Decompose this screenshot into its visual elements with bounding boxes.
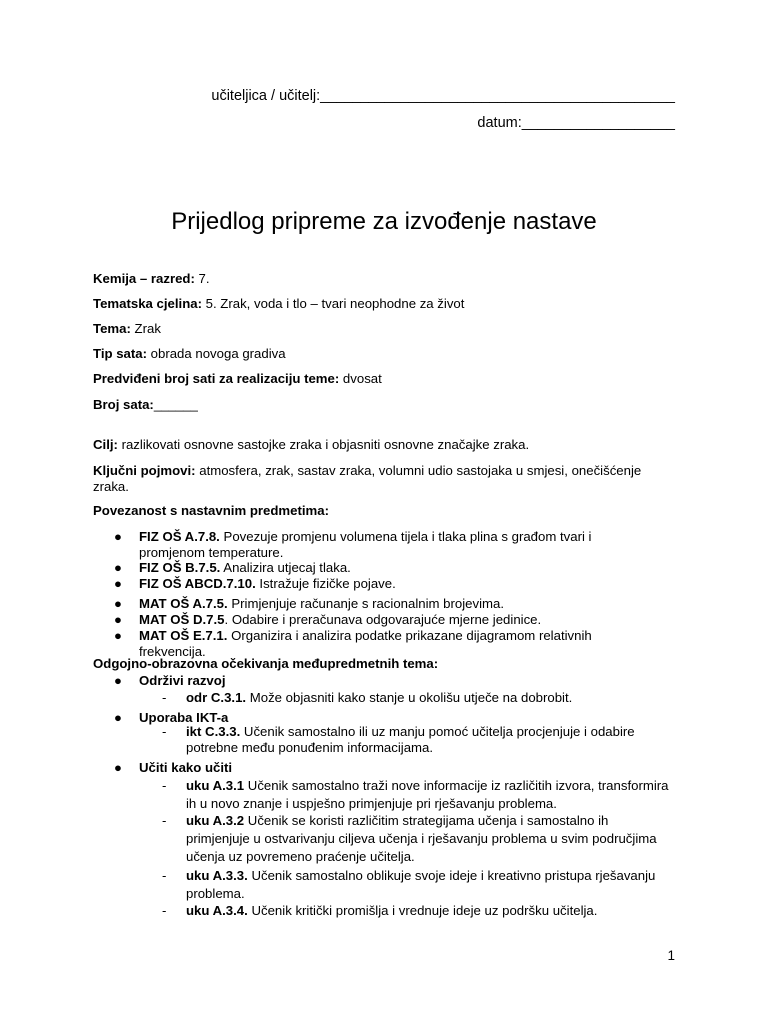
teacher-blank: ____________________________________________ bbox=[320, 88, 675, 104]
date-label: datum: bbox=[477, 115, 522, 131]
field-tema: Tema: Zrak bbox=[93, 321, 161, 336]
bullet-icon: ● bbox=[114, 529, 122, 544]
list-item: - uku A.3.1 Učenik samostalno traži nove informacije iz različitih izvora, transformira ih u novo znanje i uspješno primjenjuje pri rješavanju problema. bbox=[162, 778, 669, 811]
date-line bbox=[477, 115, 675, 131]
bullet-icon: ● bbox=[114, 673, 122, 688]
dash-icon: - bbox=[162, 690, 167, 705]
theme-uporaba-ikt: ● Uporaba IKT-a bbox=[114, 710, 229, 725]
page-number: 1 bbox=[667, 948, 675, 963]
list-item: ● MAT OŠ E.7.1. Organizira i analizira podatke prikazane dijagramom relativnih frekvencija. bbox=[114, 628, 592, 659]
page-title: Prijedlog pripreme za izvođenje nastave bbox=[171, 208, 597, 235]
list-item: ● FIZ OŠ B.7.5. Analizira utjecaj tlaka. bbox=[114, 560, 351, 575]
povezanost-list bbox=[0, 529, 768, 660]
field-broj-sati: Predviđeni broj sati za realizaciju teme: dvosat bbox=[93, 371, 382, 386]
date-blank: ___________________ bbox=[521, 115, 675, 131]
list-item: - odr C.3.1. Može objasniti kako stanje u okolišu utječe na dobrobit. bbox=[162, 690, 573, 705]
odgojno-list bbox=[0, 673, 768, 920]
field-tematska-cjelina: Tematska cjelina: 5. Zrak, voda i tlo – tvari neophodne za život bbox=[93, 296, 465, 311]
teacher-label: učiteljica / učitelj: bbox=[211, 88, 321, 104]
list-item: ● MAT OŠ A.7.5. Primjenjuje računanje s racionalnim brojevima. bbox=[114, 596, 504, 611]
dash-icon: - bbox=[162, 868, 167, 883]
dash-icon: - bbox=[162, 724, 167, 739]
bullet-icon: ● bbox=[114, 628, 122, 643]
theme-odrzivi-razvoj: ● Održivi razvoj bbox=[114, 673, 226, 688]
bullet-icon: ● bbox=[114, 596, 122, 611]
list-item: ● MAT OŠ D.7.5. Odabire i preračunava odgovarajuće mjerne jedinice. bbox=[114, 612, 542, 627]
list-item: ● FIZ OŠ A.7.8. Povezuje promjenu volumena tijela i tlaka plina s građom tvari i promjenom temperature. bbox=[114, 529, 592, 560]
field-razred: Kemija – razred: 7. bbox=[93, 271, 210, 286]
bullet-icon: ● bbox=[114, 576, 122, 591]
kljucni-pojmovi: Ključni pojmovi: atmosfera, zrak, sastav zraka, volumni udio sastojaka u smjesi, onečišćenje zraka. bbox=[93, 463, 642, 494]
field-tip-sata: Tip sata: obrada novoga gradiva bbox=[93, 346, 286, 361]
list-item: - uku A.3.2 Učenik se koristi različitim strategijama učenja i samostalno ih primjenjuje u ostvarivanju ciljeva učenja i rješavanju problema u svim područjima učenja uz povremeno praćenje učitelja. bbox=[162, 813, 657, 864]
bullet-icon: ● bbox=[114, 560, 122, 575]
dash-icon: - bbox=[162, 903, 167, 918]
cilj: Cilj: razlikovati osnovne sastojke zraka i objasniti osnovne značajke zraka. bbox=[93, 437, 530, 452]
odgojno-heading: Odgojno-obrazovna očekivanja međupredmetnih tema: bbox=[93, 656, 439, 671]
list-item: - uku A.3.3. Učenik samostalno oblikuje svoje ideje i kreativno pristupa rješavanju problema. bbox=[162, 868, 656, 901]
field-broj-sata: Broj sata:______ bbox=[93, 397, 198, 412]
dash-icon: - bbox=[162, 778, 167, 793]
list-item: - ikt C.3.3. Učenik samostalno ili uz manju pomoć učitelja procjenjuje i odabire potrebne među ponuđenim informacijama. bbox=[162, 724, 635, 755]
list-item: - uku A.3.4. Učenik kritički promišlja i vrednuje ideje uz podršku učitelja. bbox=[162, 903, 598, 918]
bullet-icon: ● bbox=[114, 760, 122, 775]
bullet-icon: ● bbox=[114, 710, 122, 725]
teacher-line bbox=[211, 88, 675, 104]
bullet-icon: ● bbox=[114, 612, 122, 627]
theme-uciti-kako-uciti: ● Učiti kako učiti bbox=[114, 760, 233, 775]
dash-icon: - bbox=[162, 813, 167, 828]
povezanost-heading: Povezanost s nastavnim predmetima: bbox=[93, 503, 329, 518]
list-item: ● FIZ OŠ ABCD.7.10. Istražuje fizičke pojave. bbox=[114, 576, 396, 591]
